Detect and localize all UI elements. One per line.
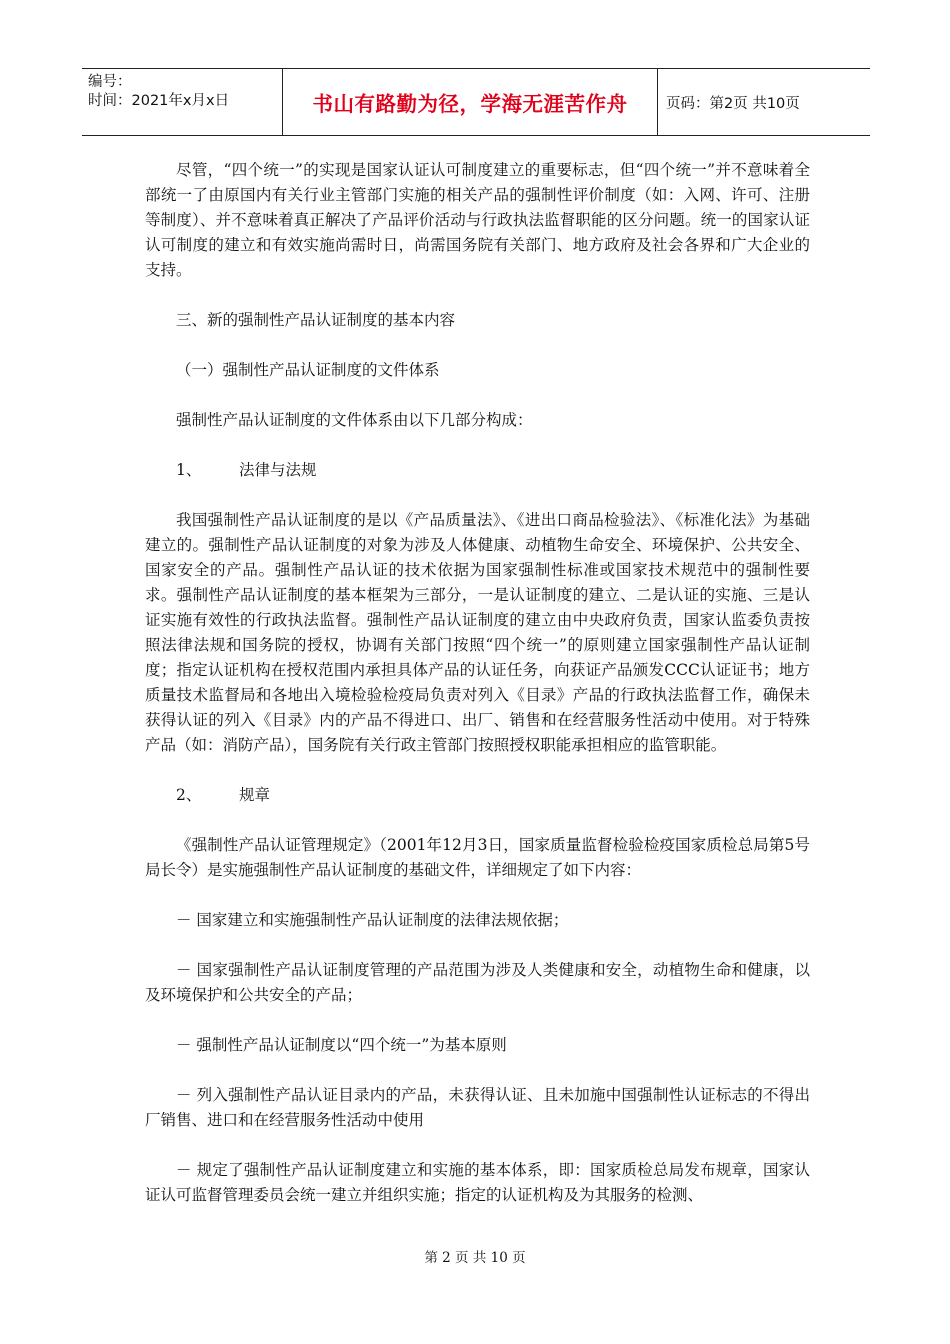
bullet-catalogue-products: － 列入强制性产品认证目录内的产品，未获得认证、且未加施中国强制性认证标志的不得出厂销售、进口和在经营服务性活动中使用 — [145, 1086, 810, 1129]
item-title: 规章 — [239, 786, 271, 804]
section-heading-3: 三、新的强制性产品认证制度的基本内容 — [176, 311, 456, 329]
paragraph-document-system: 强制性产品认证制度的文件体系由以下几部分构成： — [176, 411, 533, 429]
bullet-principle: － 强制性产品认证制度以“四个统一”为基本原则 — [176, 1036, 507, 1054]
paragraph-four-unifications: 尽管，“四个统一”的实现是国家认证认可制度建立的重要标志，但“四个统一”并不意味着全部统一了由原国内有关行业主管部门实施的相关产品的强制性评价制度（如：入网、许可、注册等制度）、并不意味着真正解决了产品评价活动与行政执法监督职能的区分问题。统一的国家认证认可制度的建立和有效实施尚需时日，尚需国务院有关部门、地方政府及社会各界和广大企业的支持。 — [145, 161, 810, 279]
header-motto-cell — [283, 69, 658, 135]
paragraph-rules: 《强制性产品认证管理规定》（2001年12月3日，国家质量监督检验检疫国家质检总局第5号局长令）是实施强制性产品认证制度的基础文件，详细规定了如下内容： — [145, 836, 810, 879]
numbered-item-rules — [145, 783, 810, 808]
header-number-label: 编号： — [88, 74, 132, 90]
subsection-heading-3-1: （一）强制性产品认证制度的文件体系 — [176, 361, 440, 379]
bullet-legal-basis: － 国家建立和实施强制性产品认证制度的法律法规依据； — [176, 911, 569, 929]
header-motto: 书山有路勤为径，学海无涯苦作舟 — [312, 92, 628, 116]
numbered-item-laws — [145, 458, 810, 483]
item-number: 1、 — [176, 461, 202, 479]
page-header — [82, 68, 870, 136]
header-page-info-cell — [658, 69, 870, 135]
header-page-info: 页码：第2页 共10页 — [666, 95, 800, 112]
header-meta — [82, 69, 283, 135]
bullet-basic-system: － 规定了强制性产品认证制度建立和实施的基本体系，即：国家质检总局发布规章，国家认证认可监督管理委员会统一建立并组织实施；指定的认证机构及为其服务的检测、 — [145, 1161, 810, 1204]
page-footer: 第 2 页 共 10 页 — [424, 1250, 526, 1266]
item-number: 2、 — [176, 786, 202, 804]
document-body — [145, 158, 810, 1233]
item-title: 法律与法规 — [239, 461, 317, 479]
header-time-label: 时间：2021年x月x日 — [88, 93, 230, 109]
bullet-product-scope: － 国家强制性产品认证制度管理的产品范围为涉及人类健康和安全，动植物生命和健康，以及环境保护和公共安全的产品； — [145, 961, 810, 1004]
paragraph-laws: 我国强制性产品认证制度的是以《产品质量法》、《进出口商品检验法》、《标准化法》为基础建立的。强制性产品认证制度的对象为涉及人体健康、动植物生命安全、环境保护、公共安全、国家安全的产品。强制性产品认证的技术依据为国家强制性标准或国家技术规范中的强制性要求。强制性产品认证制度的基本框架为三部分，一是认证制度的建立、二是认证的实施、三是认证实施有效性的行政执法监督。强制性产品认证制度的建立由中央政府负责，国家认监委负责按照法律法规和国务院的授权，协调有关部门按照“四个统一”的原则建立国家强制性产品认证制度；指定认证机构在授权范围内承担具体产品的认证任务，向获证产品颁发CCC认证证书；地方质量技术监督局和各地出入境检验检疫局负责对列入《目录》产品的行政执法监督工作，确保未获得认证的列入《目录》内的产品不得进口、出厂、销售和在经营服务性活动中使用。对于特殊产品（如：消防产品），国务院有关行政主管部门按照授权职能承担相应的监管职能。 — [145, 511, 810, 754]
